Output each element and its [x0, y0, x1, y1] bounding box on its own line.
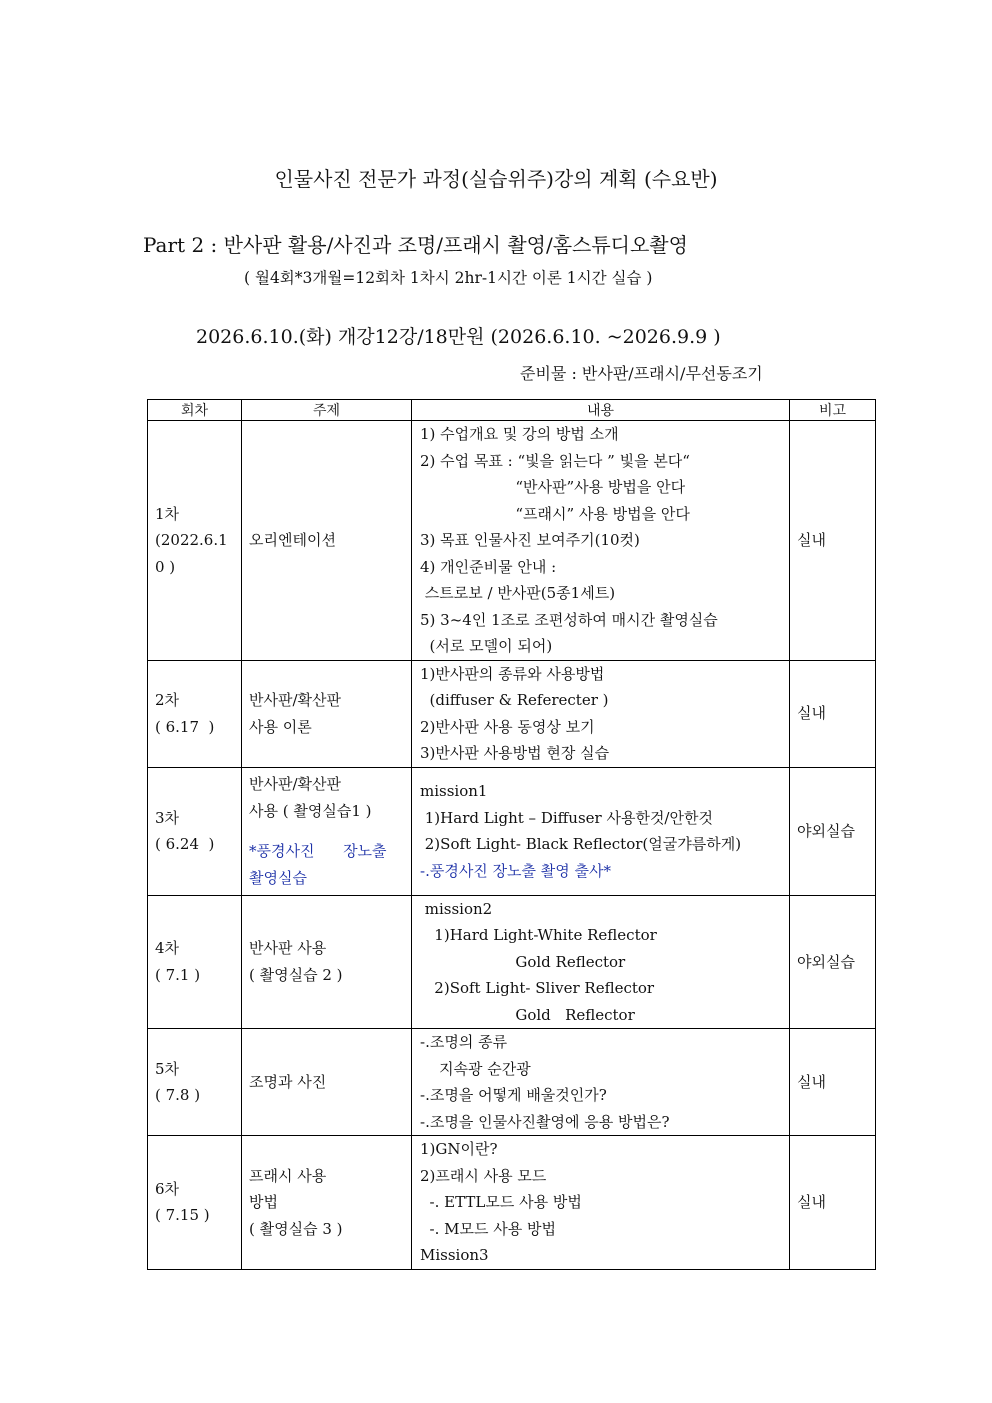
topic-line: 방법 — [249, 1193, 278, 1211]
content-line: 1)GN이란? — [420, 1140, 498, 1158]
table-row — [148, 895, 876, 1029]
content-line: 1)Hard Light-White Reflector — [420, 926, 657, 944]
session-cell — [148, 421, 242, 661]
content-cell — [412, 1136, 790, 1270]
content-line: “반사판”사용 방법을 안다 — [420, 478, 686, 496]
topic-cell — [242, 1029, 412, 1136]
topic-cell — [242, 421, 412, 661]
note-cell — [790, 660, 876, 767]
content-line: 1)Hard Light – Diffuser 사용한것/안한것 — [420, 808, 713, 827]
session-line: ( 7.1 ) — [155, 965, 201, 984]
session-line: ( 7.8 ) — [155, 1086, 201, 1104]
content-line: 2)Soft Light- Black Reflector(얼굴갸름하게) — [420, 835, 742, 853]
content-line: Gold Reflector — [420, 1005, 635, 1024]
topic-line: 사용 이론 — [249, 717, 312, 736]
table-row — [148, 660, 876, 767]
content-line: -.조명을 어떻게 배울것인가? — [420, 1086, 607, 1104]
note-text: 실내 — [797, 704, 826, 723]
content-line: mission2 — [420, 899, 493, 918]
session-line: 5차 — [155, 1059, 180, 1078]
content-line: (서로 모델이 되어) — [420, 637, 553, 655]
note-cell — [790, 421, 876, 661]
content-line: -. ETTL모드 사용 방법 — [420, 1193, 582, 1211]
session-line: 1차 — [155, 504, 180, 523]
topic-line: ( 촬영실습 2 ) — [249, 965, 343, 984]
content-line: 2) 수업 목표 : “빛을 읽는다 ” 빛을 본다“ — [420, 451, 690, 470]
topic-note-line: 촬영실습 — [249, 868, 307, 887]
content-cell — [412, 660, 790, 767]
lecture-plan-table — [147, 399, 876, 1270]
content-cell — [412, 1029, 790, 1136]
session-line: ( 6.17 ) — [155, 717, 215, 736]
content-line: 지속광 순간광 — [420, 1059, 531, 1078]
session-line: 6차 — [155, 1179, 180, 1198]
content-line: 3) 목표 인물사진 보여주기(10컷) — [420, 531, 640, 549]
table-row — [148, 767, 876, 895]
content-line: 5) 3~4인 1조로 조편성하여 매시간 촬영실습 — [420, 610, 718, 629]
note-text: 실내 — [797, 1193, 826, 1211]
note-cell — [790, 1029, 876, 1136]
topic-line: 반사판/확산판 — [249, 691, 341, 709]
session-line: ( 7.15 ) — [155, 1206, 210, 1225]
session-line: 0 ) — [155, 557, 176, 576]
note-text: 야외실습 — [797, 952, 855, 971]
content-line: -.조명의 종류 — [420, 1033, 508, 1051]
content-cell — [412, 895, 790, 1029]
course-dates: 2026.6.10.(화) 개강12강/18만원 (2026.6.10. ~2026.9.9 ) — [196, 326, 721, 348]
session-cell — [148, 1029, 242, 1136]
session-line: ( 6.24 ) — [155, 835, 215, 853]
topic-line: 조명과 사진 — [249, 1072, 327, 1091]
header-topic: 주제 — [242, 400, 412, 421]
note-cell — [790, 1136, 876, 1270]
session-cell — [148, 895, 242, 1029]
topic-line: 프래시 사용 — [249, 1166, 327, 1185]
topic-line: 반사판/확산판 — [249, 775, 341, 793]
topic-cell — [242, 895, 412, 1029]
content-cell — [412, 767, 790, 895]
session-line: (2022.6.1 — [155, 531, 228, 549]
topic-line: 오리엔테이션 — [249, 531, 336, 549]
note-text: 실내 — [797, 1072, 826, 1091]
content-line: -. M모드 사용 방법 — [420, 1219, 556, 1238]
content-line: mission1 — [420, 782, 488, 800]
content-line: Mission3 — [420, 1246, 489, 1264]
topic-line: 반사판 사용 — [249, 939, 327, 958]
session-cell — [148, 1136, 242, 1270]
content-line: “프래시” 사용 방법을 안다 — [420, 504, 690, 523]
topic-cell — [242, 1136, 412, 1270]
topic-line: 사용 ( 촬영실습1 ) — [249, 801, 372, 820]
content-cell — [412, 421, 790, 661]
table-row — [148, 1029, 876, 1136]
content-line: 스트로보 / 반사판(5종1세트) — [420, 584, 616, 602]
page-title: 인물사진 전문가 과정(실습위주)강의 계획 (수요반) — [274, 167, 718, 191]
topic-line: ( 촬영실습 3 ) — [249, 1219, 343, 1238]
session-line: 4차 — [155, 939, 180, 958]
header-content: 내용 — [412, 400, 790, 421]
part-heading: Part 2 : 반사판 활용/사진과 조명/프래시 촬영/홈스튜디오촬영 — [143, 233, 688, 257]
content-line: 1) 수업개요 및 강의 방법 소개 — [420, 425, 619, 443]
content-line: 2)Soft Light- Sliver Reflector — [420, 979, 655, 997]
session-cell — [148, 660, 242, 767]
content-line: 3)반사판 사용방법 현장 실습 — [420, 744, 610, 762]
session-line: 2차 — [155, 691, 180, 709]
session-cell — [148, 767, 242, 895]
note-cell — [790, 767, 876, 895]
note-text: 야외실습 — [797, 821, 855, 840]
table-row — [148, 1136, 876, 1270]
note-cell — [790, 895, 876, 1029]
content-line: 4) 개인준비물 안내 : — [420, 557, 557, 576]
content-line: Gold Reflector — [420, 952, 626, 971]
table-row — [148, 421, 876, 661]
topic-note-line: *풍경사진 장노출 — [249, 842, 387, 860]
content-note-line: -.풍경사진 장노출 촬영 출사* — [420, 861, 612, 880]
content-line: 1)반사판의 종류와 사용방법 — [420, 664, 605, 683]
content-line: (diffuser & Referecter ) — [420, 691, 609, 709]
session-line: 3차 — [155, 808, 180, 827]
content-line: 2)반사판 사용 동영상 보기 — [420, 717, 595, 736]
header-note: 비고 — [790, 400, 876, 421]
note-text: 실내 — [797, 531, 826, 549]
schedule-subtitle: ( 월4회*3개월=12회차 1차시 2hr-1시간 이론 1시간 실습 ) — [244, 269, 653, 287]
header-session: 회차 — [148, 400, 242, 421]
content-line: 2)프래시 사용 모드 — [420, 1166, 547, 1185]
table-header-row — [148, 400, 876, 421]
preparation-items: 준비물 : 반사판/프래시/무선동조기 — [520, 364, 763, 383]
topic-cell — [242, 767, 412, 895]
content-line: -.조명을 인물사진촬영에 응용 방법은? — [420, 1112, 670, 1131]
topic-cell — [242, 660, 412, 767]
